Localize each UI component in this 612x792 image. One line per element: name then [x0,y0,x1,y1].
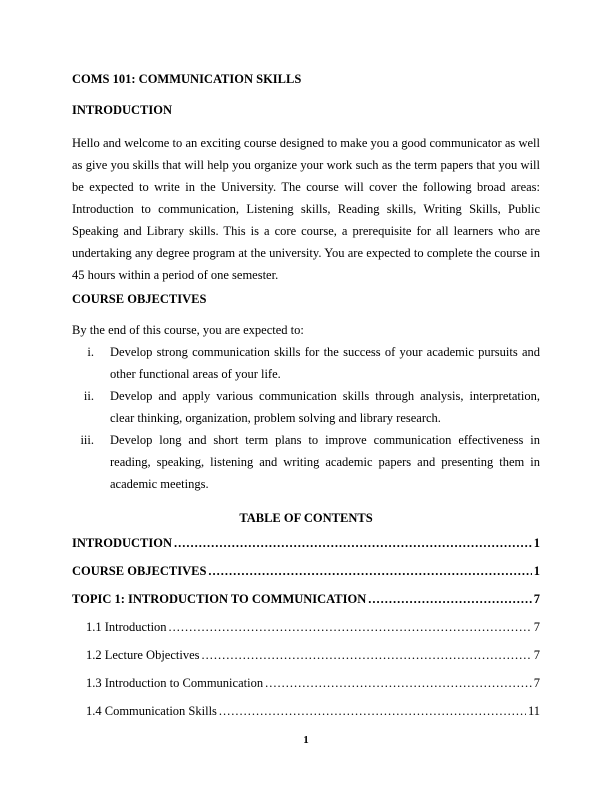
objective-numeral: i. [87,345,94,359]
objectives-list [72,341,540,495]
objective-text: Develop strong communication skills for the success of your academic pursuits and other functional areas of your life. [110,345,540,381]
objective-item [72,385,540,429]
toc-entry-page: 7 [533,676,540,690]
toc-dot-leader [169,618,532,636]
toc-dot-leader [265,674,532,692]
toc-dot-leader [202,646,532,664]
toc-dot-leader [174,534,532,552]
toc-dot-leader [368,590,532,608]
objectives-lead: By the end of this course, you are expected to: [72,323,304,337]
page-number: 1 [303,734,309,746]
course-objectives-heading: COURSE OBJECTIVES [72,292,207,306]
introduction-paragraph: Hello and welcome to an exciting course designed to make you a good communicator as well as give you skills that will help you organize your work such as the term papers that you will be expected to write in the University. The course will cover the following broad areas: Introduction to communication, Listening skills, Reading skills, Writing Skills, Public Speaking and Library skills. This is a core course, a prerequisite for all learners who are undertaking any degree program at the university. You are expected to complete the course in 45 hours within a period of one semester. [72,136,540,282]
toc-entry-page: 7 [533,648,540,662]
objective-item [72,429,540,495]
toc-entry-label: 1.4 Communication Skills [86,704,217,718]
toc-entry-label: COURSE OBJECTIVES [72,564,207,578]
toc-entry-page: 11 [527,704,540,718]
toc-entry-introduction [72,534,540,552]
objective-numeral: ii. [83,389,94,403]
toc-entry-label: 1.2 Lecture Objectives [86,648,200,662]
toc-entry-label: INTRODUCTION [72,536,173,550]
toc-dot-leader [208,562,531,580]
toc-entry-1-4-communication-skills [72,702,540,720]
toc-entry-1-1-introduction [72,618,540,636]
course-title: COMS 101: COMMUNICATION SKILLS [72,72,302,86]
toc-entry-topic-1 [72,590,540,608]
introduction-heading: INTRODUCTION [72,103,173,117]
toc-dot-leader [219,702,526,720]
table-of-contents [72,534,540,720]
toc-entry-page: 1 [533,536,540,550]
toc-entry-1-3-introduction-to-communication [72,674,540,692]
toc-entry-course-objectives [72,562,540,580]
table-of-contents-heading: TABLE OF CONTENTS [239,511,373,525]
objective-numeral: iii. [80,433,94,447]
toc-entry-label: 1.3 Introduction to Communication [86,676,264,690]
objective-item [72,341,540,385]
objective-text: Develop long and short term plans to improve communication effectiveness in reading, speaking, listening and writing academic papers and presenting them in academic meetings. [110,433,540,491]
toc-entry-page: 1 [533,564,540,578]
objective-text: Develop and apply various communication skills through analysis, interpretation, clear thinking, organization, problem solving and library research. [110,389,540,425]
toc-entry-label: 1.1 Introduction [86,620,167,634]
toc-entry-page: 7 [533,620,540,634]
toc-entry-1-2-lecture-objectives [72,646,540,664]
toc-entry-page: 7 [533,592,540,606]
toc-entry-label: TOPIC 1: INTRODUCTION TO COMMUNICATION [72,592,367,606]
